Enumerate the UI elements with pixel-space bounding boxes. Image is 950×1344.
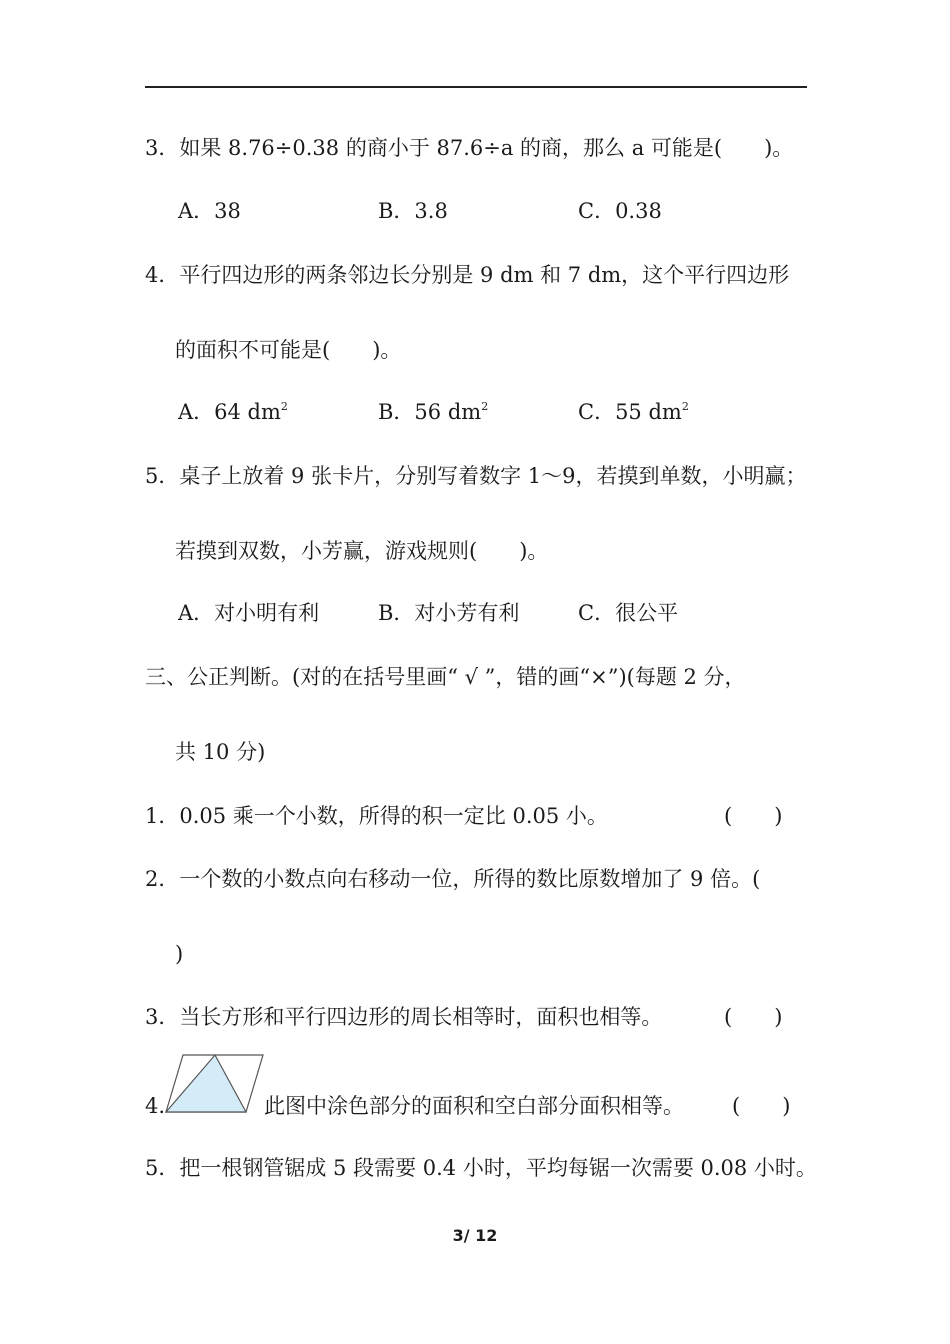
q4-stem-line1: 4．平行四边形的两条邻边长分别是 9 dm 和 7 dm，这个平行四边形	[145, 263, 790, 287]
judge-item-4-number: 4.	[145, 1094, 166, 1118]
q3-stem: 3．如果 8.76÷0.38 的商小于 87.6÷a 的商，那么 a 可能是( )。	[145, 136, 794, 160]
q4-stem-line2: 的面积不可能是( )。	[175, 338, 402, 362]
superscript: 2	[481, 400, 489, 413]
section3-heading-line1: 三、公正判断。(对的在括号里画“ √ ”，错的画“×”)(每题 2 分，	[145, 665, 746, 689]
judge-item-5: 5．把一根钢管锯成 5 段需要 0.4 小时，平均每锯一次需要 0.08 小时。	[145, 1156, 817, 1180]
judge-item-3-answer: ( )	[724, 1005, 783, 1029]
judge-item-3: 3．当长方形和平行四边形的周长相等时，面积也相等。	[145, 1005, 663, 1029]
q4-option-c: C．55 $dm^2$	[578, 400, 689, 424]
judge-item-1-answer: ( )	[724, 804, 783, 828]
q5-option-a: A．对小明有利	[178, 601, 320, 625]
q5-stem-line2: 若摸到双数，小芳赢，游戏规则( )。	[175, 539, 549, 563]
judge-item-4-answer: ( )	[732, 1094, 791, 1118]
q5-option-b: B．对小芳有利	[378, 601, 520, 625]
q4-option-a: A．64 $dm^2$	[178, 400, 288, 424]
judge-item-1: 1．0.05 乘一个小数，所得的积一定比 0.05 小。	[145, 804, 608, 828]
q5-option-c: C．很公平	[578, 601, 679, 625]
q5-stem-line1: 5．桌子上放着 9 张卡片，分别写着数字 1～9，若摸到单数，小明赢；	[145, 464, 807, 488]
judge-item-4-text: 此图中涂色部分的面积和空白部分面积相等。	[264, 1094, 684, 1118]
parallelogram-figure	[163, 1052, 267, 1116]
section3-heading-line2: 共 10 分)	[175, 740, 266, 764]
superscript: 2	[681, 400, 689, 413]
page-number: 3/ 12	[452, 1226, 498, 1245]
q3-option-b: B．3.8	[378, 199, 448, 223]
q3-option-a: A．38	[178, 199, 241, 223]
q4-option-b: B．56 $dm^2$	[378, 400, 489, 424]
judge-item-2-line2: )	[175, 942, 184, 966]
q3-option-c: C．0.38	[578, 199, 662, 223]
superscript: 2	[280, 400, 288, 413]
header-rule	[145, 86, 807, 88]
judge-item-2-line1: 2．一个数的小数点向右移动一位，所得的数比原数增加了 9 倍。(	[145, 867, 761, 891]
